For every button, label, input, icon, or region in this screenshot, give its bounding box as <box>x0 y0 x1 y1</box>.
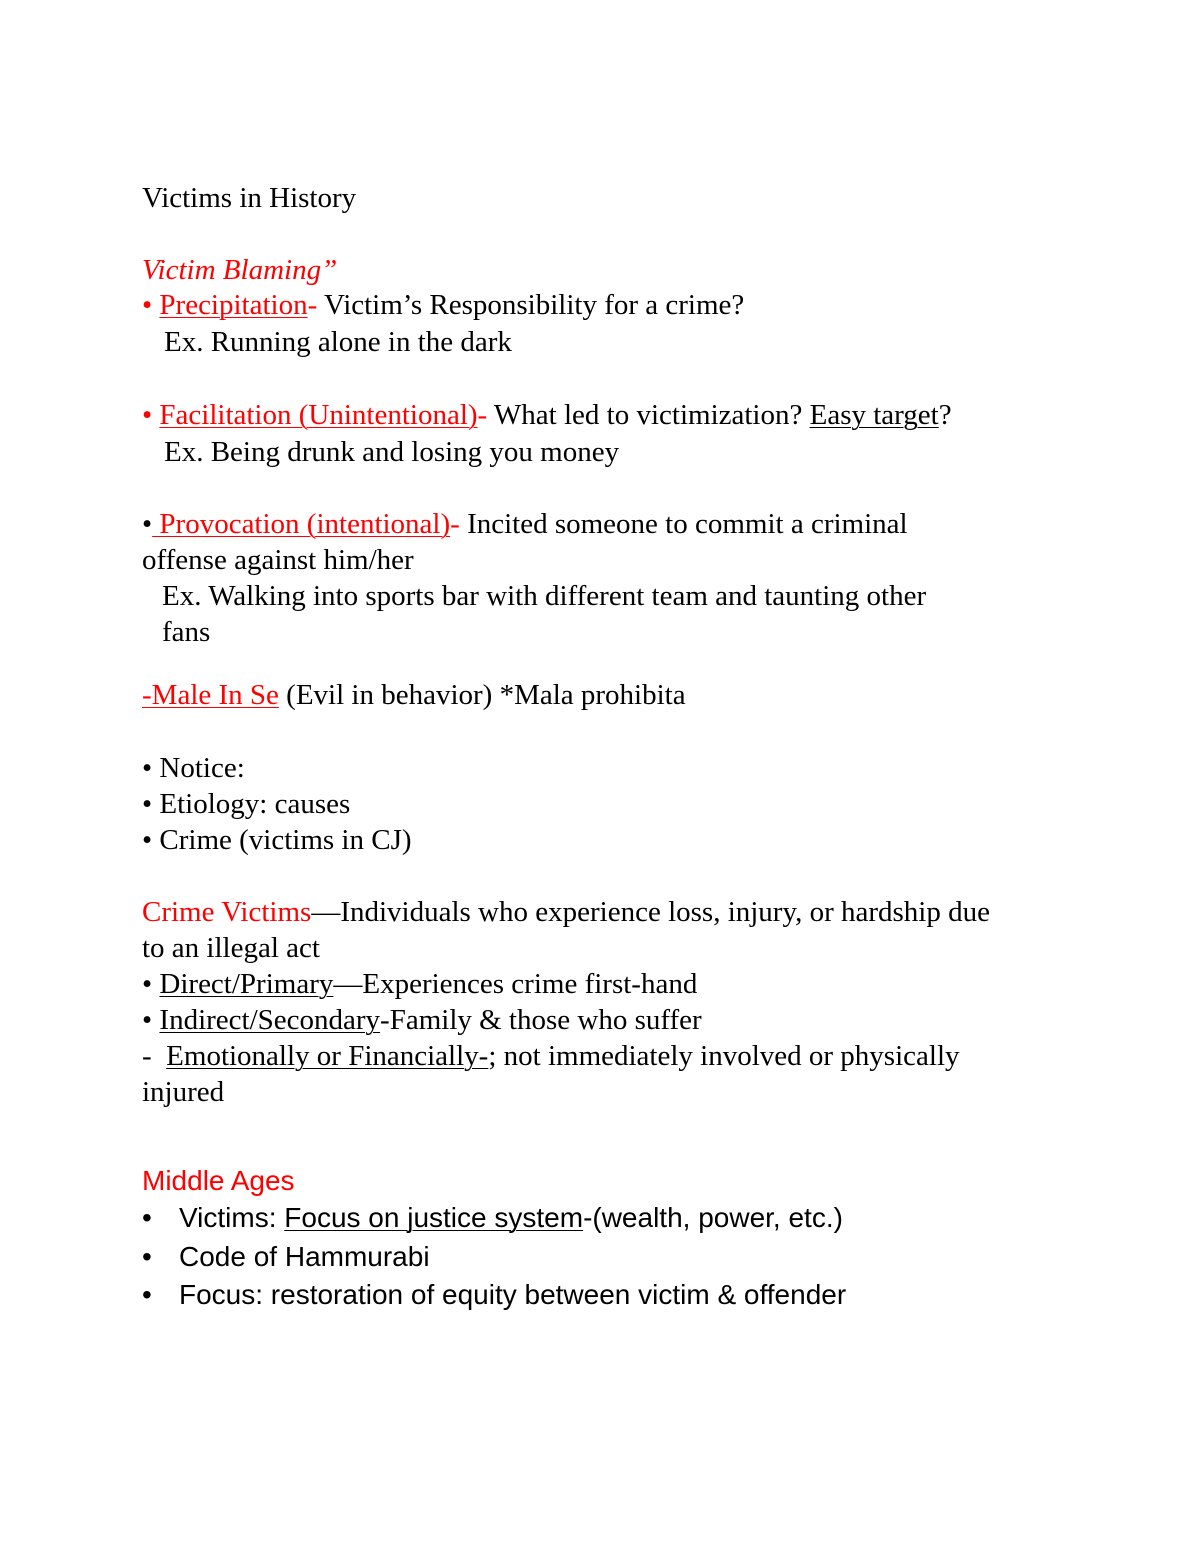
example-text: Ex. Walking into sports bar with different team and taunting other <box>162 580 927 612</box>
question-mark: ? <box>938 399 952 431</box>
continued-text: offense against him/her <box>142 544 414 576</box>
crime-victims-definition: —Individuals who experience loss, injury, or hardship due <box>311 896 990 928</box>
crime-victims-term: Crime Victims <box>142 896 312 928</box>
bullet: • <box>142 1241 152 1272</box>
provocation-example <box>162 578 926 614</box>
victim-blaming-heading <box>142 252 337 288</box>
precipitation-text: Victim’s Responsibility for a crime? <box>317 289 745 321</box>
note-text: • Notice: <box>142 752 245 784</box>
facilitation-term: Facilitation (Unintentional) <box>159 399 478 431</box>
dash: - <box>450 508 460 540</box>
bullet: • <box>142 1202 152 1233</box>
emotional-financial-text: ; not immediately involved or physically <box>488 1040 960 1072</box>
note-text: • Etiology: causes <box>142 788 351 820</box>
direct-primary-text: —Experiences crime first-hand <box>333 968 698 1000</box>
precipitation-example <box>164 324 512 360</box>
emotional-financial-line <box>142 1038 960 1074</box>
facilitation-line <box>142 397 952 433</box>
note-item-etiology <box>142 786 350 822</box>
dash-prefix: - <box>142 1040 167 1072</box>
provocation-line <box>142 506 908 542</box>
indirect-secondary-line <box>142 1002 702 1038</box>
facilitation-example <box>164 434 619 470</box>
provocation-term: Provocation (intentional) <box>152 508 451 540</box>
note-item-crime <box>142 822 412 858</box>
male-in-se-term: -Male In Se <box>142 679 279 711</box>
note-item-notice <box>142 750 245 786</box>
title-text: Victims in History <box>142 182 357 214</box>
crime-victims-definition-continued <box>142 930 320 966</box>
bullet: • <box>142 968 160 1000</box>
provocation-text: Incited someone to commit a criminal <box>459 508 908 540</box>
continued-text: to an illegal act <box>142 932 320 964</box>
precipitation-term: Precipitation <box>159 289 308 321</box>
heading-text: Victim Blaming” <box>142 254 338 286</box>
focus-on-justice-term: Focus on justice system <box>284 1202 584 1233</box>
indirect-secondary-text: -Family & those who suffer <box>380 1004 702 1036</box>
bullet: • <box>142 399 153 431</box>
crime-victims-line <box>142 894 990 930</box>
heading-text: Middle Ages <box>142 1165 295 1196</box>
easy-target-term: Easy target <box>809 399 939 431</box>
indirect-secondary-term: Indirect/Secondary <box>159 1004 381 1036</box>
continued-text: injured <box>142 1076 225 1108</box>
bullet: • <box>142 289 153 321</box>
item-suffix: -(wealth, power, etc.) <box>583 1202 843 1233</box>
middle-ages-item-focus <box>142 1277 846 1313</box>
item-text: Focus: restoration of equity between victim & offender <box>179 1279 847 1310</box>
continued-text: fans <box>162 616 211 648</box>
example-text: Ex. Being drunk and losing you money <box>164 436 620 468</box>
provocation-text-continued <box>142 542 414 578</box>
facilitation-text: What led to victimization? <box>487 399 810 431</box>
bullet: • <box>142 1279 152 1310</box>
emotional-financial-term: Emotionally or Financially- <box>166 1040 489 1072</box>
middle-ages-item-hammurabi <box>142 1239 430 1275</box>
provocation-example-continued <box>162 614 210 650</box>
mala-text: (Evil in behavior) *Mala prohibita <box>278 679 686 711</box>
item-text: Code of Hammurabi <box>179 1241 430 1272</box>
middle-ages-heading <box>142 1163 295 1199</box>
example-text: Ex. Running alone in the dark <box>164 326 512 358</box>
bullet: • <box>142 508 153 540</box>
emotional-financial-continued <box>142 1074 224 1110</box>
dash: - <box>477 399 488 431</box>
middle-ages-item-victims <box>142 1200 843 1236</box>
direct-primary-line <box>142 966 697 1002</box>
bullet: • <box>142 1004 160 1036</box>
item-prefix: Victims: <box>179 1202 285 1233</box>
direct-primary-term: Direct/Primary <box>159 968 334 1000</box>
mala-in-se-line <box>142 677 686 713</box>
precipitation-line <box>142 287 744 323</box>
document-title <box>142 180 356 216</box>
dash: - <box>307 289 318 321</box>
note-text: • Crime (victims in CJ) <box>142 824 412 856</box>
